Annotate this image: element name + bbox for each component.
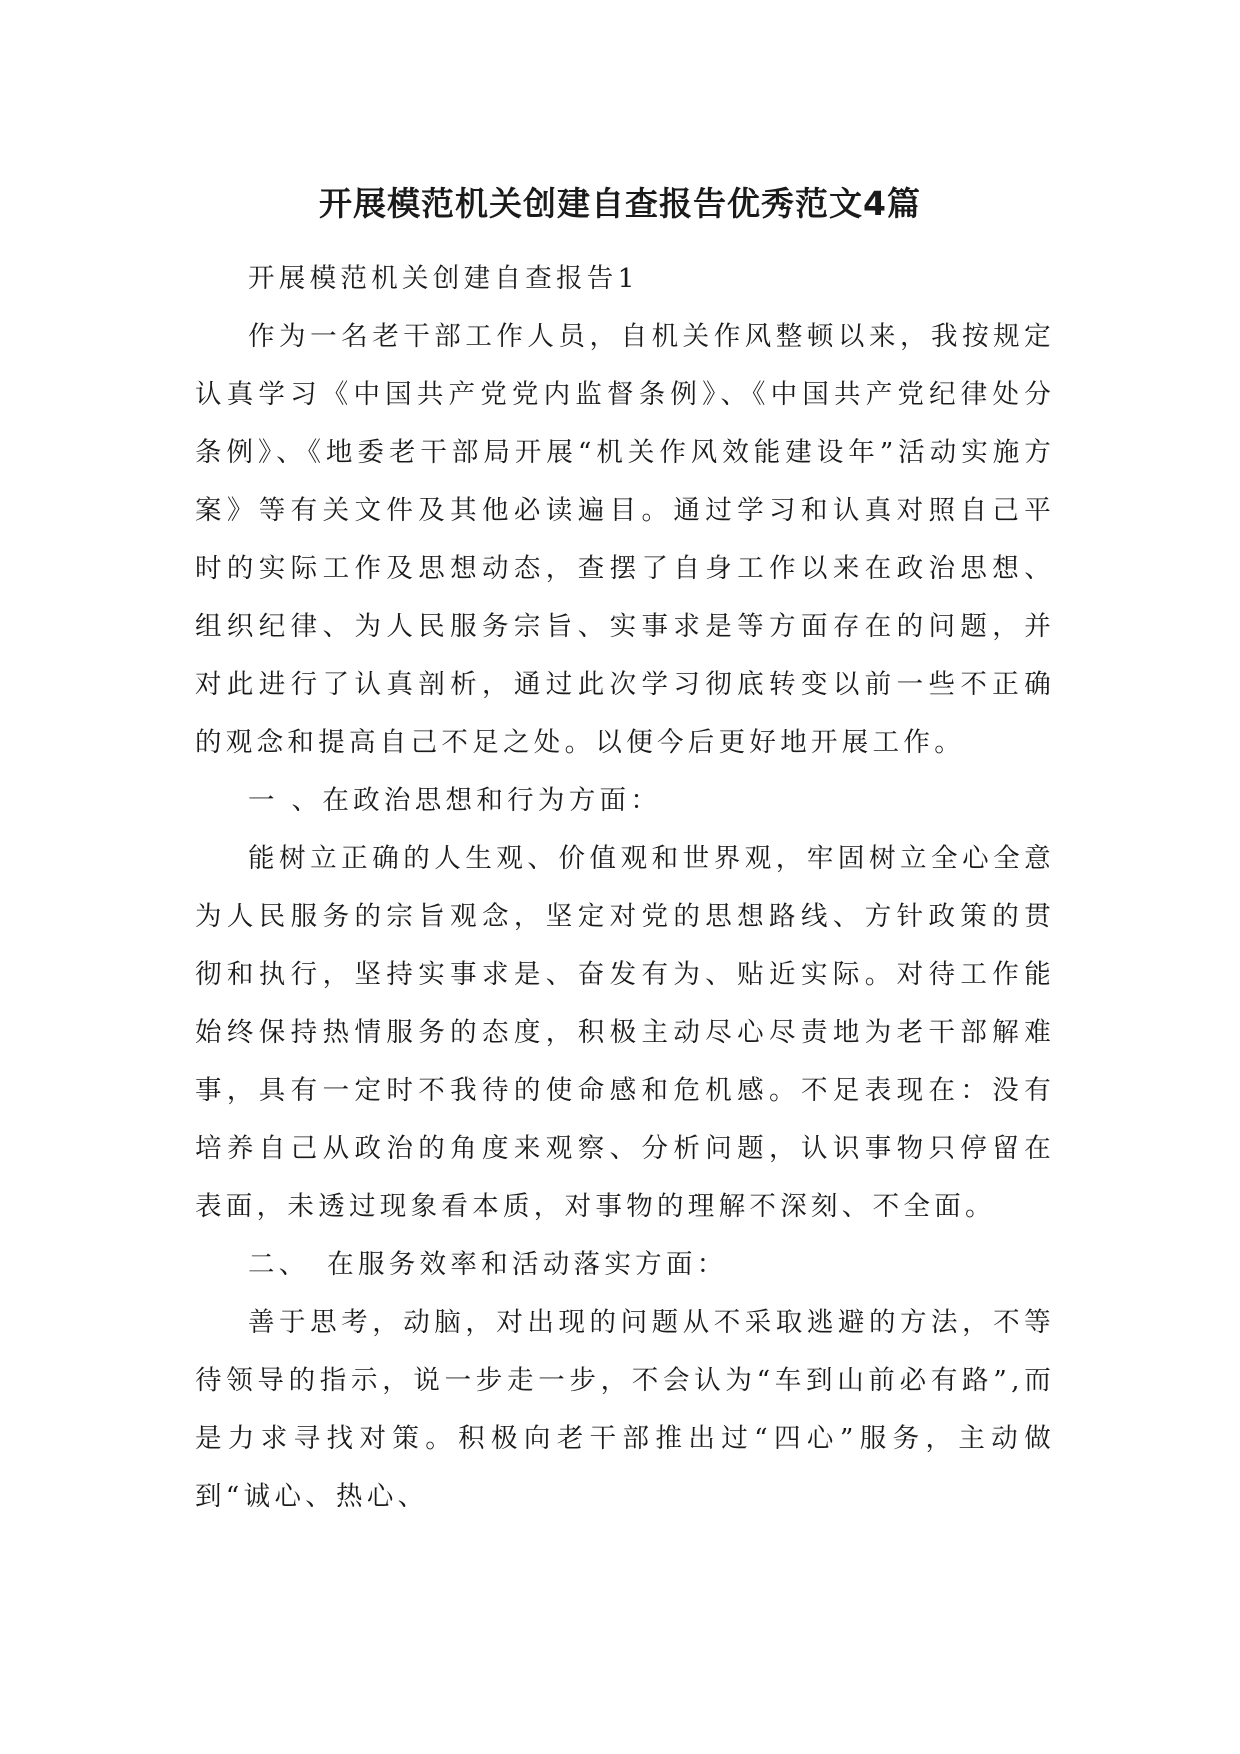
paragraph-section-1: 能树立正确的人生观、价值观和世界观，牢固树立全心全意为人民服务的宗旨观念，坚定对党的思想路线、方针政策的贯彻和执行，坚持实事求是、奋发有为、贴近实际。对待工作能始终保持热情服务的态度，积极主动尽心尽责地为老干部解难事，具有一定时不我待的使命感和危机感。不足表现在：没有培养自己从政治的角度来观察、分析问题，认识事物只停留在表面，未透过现象看本质，对事物的理解不深刻、不全面。 <box>195 843 1055 1222</box>
section-heading-2: 二、 在服务效率和活动落实方面： <box>248 1249 728 1280</box>
document-title: 开展模范机关创建自查报告优秀范文4篇 <box>319 184 921 223</box>
document-body <box>195 250 1055 1526</box>
paragraph-intro: 作为一名老干部工作人员，自机关作风整顿以来，我按规定认真学习《中国共产党党内监督条例》、《中国共产党纪律处分条例》、《地委老干部局开展“机关作风效能建设年”活动实施方案》等有关文件及其他必读遍目。通过学习和认真对照自己平时的实际工作及思想动态，查摆了自身工作以来在政治思想、组织纪律、为人民服务宗旨、实事求是等方面存在的问题，并对此进行了认真剖析，通过此次学习彻底转变以前一些不正确的观念和提高自己不足之处。以便今后更好地开展工作。 <box>195 321 1055 758</box>
report-subtitle: 开展模范机关创建自查报告1 <box>248 263 639 294</box>
paragraph-section-2: 善于思考，动脑，对出现的问题从不采取逃避的方法，不等待领导的指示，说一步走一步，不会认为“车到山前必有路”,而是力求寻找对策。积极向老干部推出过“四心”服务，主动做到“诚心、热心、 <box>195 1307 1055 1512</box>
section-heading-1: 一 、在政治思想和行为方面： <box>248 785 662 816</box>
